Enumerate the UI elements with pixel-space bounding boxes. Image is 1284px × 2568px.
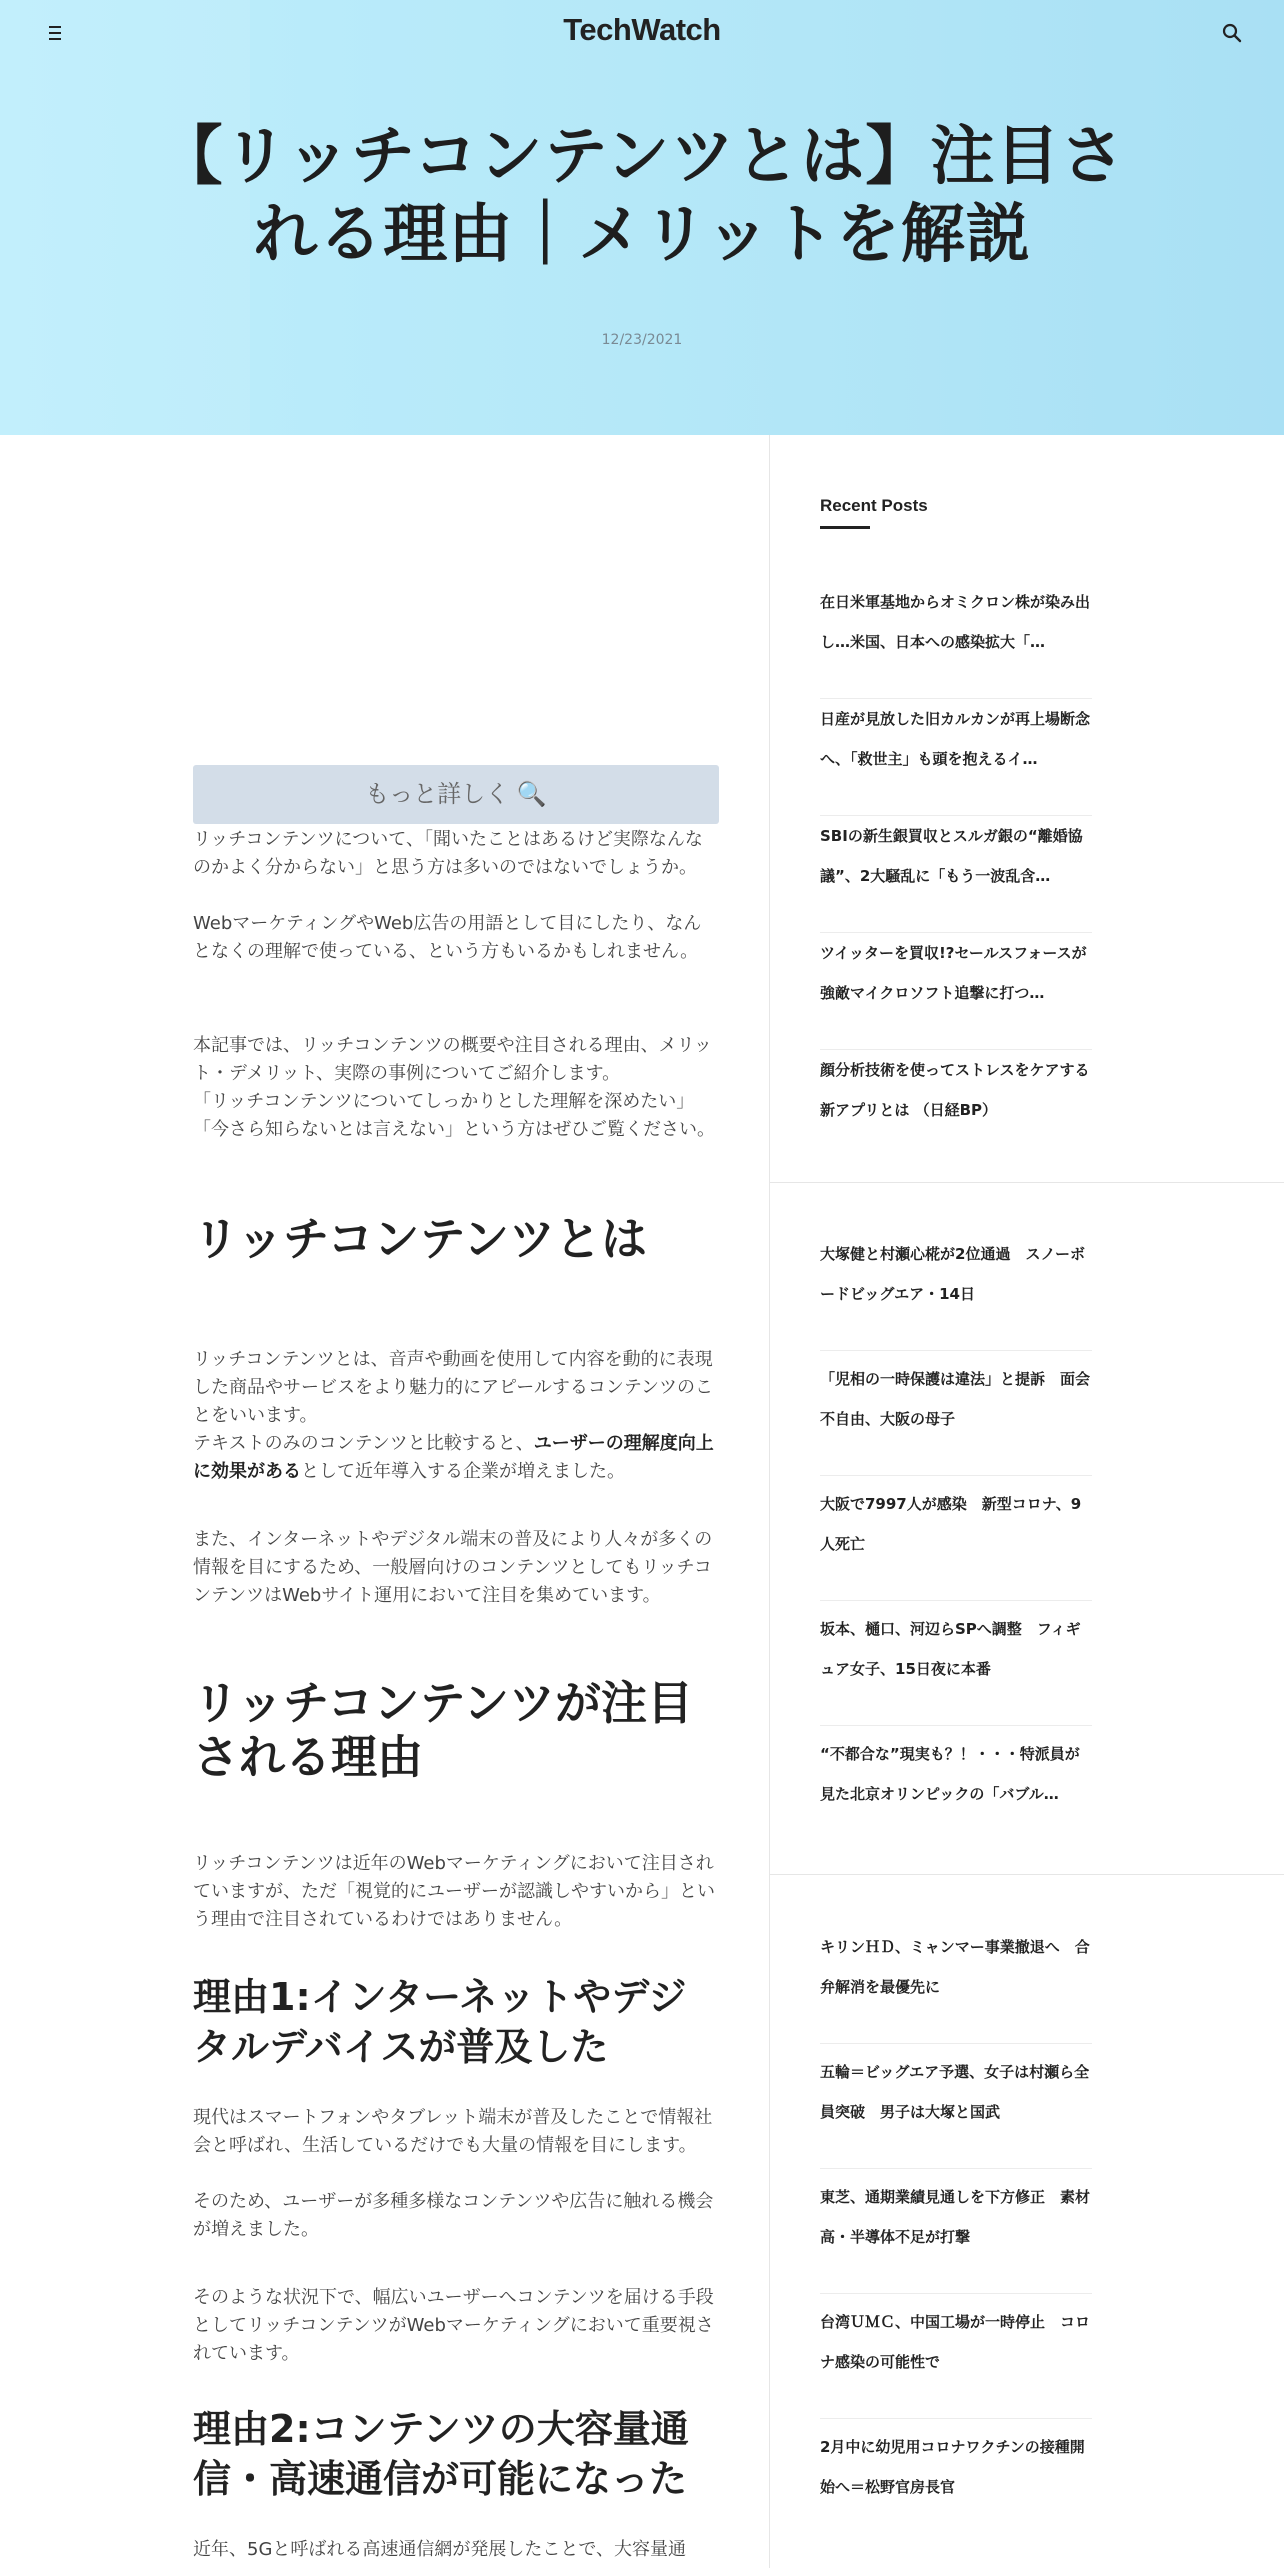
article-paragraph: 現代はスマートフォンやタブレット端末が普及したことで情報社会と呼ばれ、生活しているだけでも大量の情報を目にします。 bbox=[193, 2107, 713, 2156]
bold-text: ユーザーの理解度向上に効果がある bbox=[193, 1433, 714, 1482]
article-paragraph: WebマーケティングやWeb広告の用語として目にしたり、なんとなくの理解で使っている、という方もいるかもしれません。 bbox=[193, 913, 702, 962]
recent-post-link[interactable] bbox=[820, 699, 1092, 816]
article-paragraph: リッチコンテンツは近年のWebマーケティングにおいて注目されていますが、ただ「視覚的にユーザーが認識しやすいから」という理由で注目されているわけではありません。 bbox=[193, 1853, 715, 1930]
more-details-button[interactable]: もっと詳しく 🔍 bbox=[193, 765, 719, 824]
recent-post-link[interactable] bbox=[820, 1609, 1092, 1726]
post-title: 【リッチコンテンツとは】注目される理由｜メリットを解説 bbox=[158, 120, 1126, 272]
search-icon[interactable] bbox=[1219, 20, 1245, 46]
section-heading: リッチコンテンツとは bbox=[193, 1212, 648, 1266]
recent-post-title[interactable]: 2月中に幼児用コロナワクチンの接種開始へ＝松野官房長官 bbox=[820, 2438, 1085, 2496]
text-fragment: テキストのみのコンテンツと比較すると、 bbox=[193, 1433, 534, 1454]
subsection-heading: 理由1:インターネットやデジタルデバイスが普及した bbox=[193, 1975, 687, 2069]
recent-post-title[interactable]: 在日米軍基地からオミクロン株が染み出し…米国、日本への感染拡大「… bbox=[820, 593, 1091, 651]
recent-post-title[interactable]: 五輪＝ビッグエア予選、女子は村瀬ら全員突破 男子は大塚と国武 bbox=[820, 2063, 1090, 2121]
recent-post-title[interactable]: SBIの新生銀買収とスルガ銀の“離婚協議”、2大騒乱に「もう一波乱含… bbox=[820, 827, 1083, 885]
recent-post-title[interactable]: ツイッターを買収!?セールスフォースが強敵マイクロソフト追撃に打つ… bbox=[820, 944, 1087, 1002]
recent-post-title[interactable]: 台湾ＵＭＣ、中国工場が一時停止 コロナ感染の可能性で bbox=[820, 2313, 1091, 2371]
recent-post-link[interactable] bbox=[820, 1734, 1092, 1851]
recent-posts-heading: Recent Posts bbox=[820, 496, 928, 515]
article-paragraph: 「リッチコンテンツについてしっかりとした理解を深めたい」「今さら知らないとは言えない」という方はぜひご覧ください。 bbox=[193, 1091, 715, 1140]
sidebar-section-divider bbox=[769, 1874, 1284, 1875]
sidebar-section-divider bbox=[769, 1182, 1284, 1183]
article-paragraph: 本記事では、リッチコンテンツの概要や注目される理由、メリット・デメリット、実際の事例についてご紹介します。 bbox=[193, 1035, 712, 1084]
recent-post-link[interactable] bbox=[820, 816, 1092, 933]
subsection-heading: 理由2:コンテンツの大容量通信・高速通信が可能になった bbox=[193, 2407, 689, 2501]
site-title[interactable]: TechWatch bbox=[563, 12, 721, 47]
article-paragraph: リッチコンテンツについて、「聞いたことはあるけど実際なんなのかよく分からない」と思う方は多いのではないでしょうか。 bbox=[193, 829, 703, 878]
recent-post-link[interactable] bbox=[820, 1359, 1092, 1476]
recent-post-title[interactable]: キリンＨＤ、ミャンマー事業撤退へ 合弁解消を最優先に bbox=[820, 1938, 1090, 1996]
recent-post-link[interactable] bbox=[820, 2052, 1092, 2169]
article-paragraph: 近年、5Gと呼ばれる高速通信網が発展したことで、大容量通 bbox=[193, 2539, 687, 2560]
recent-post-link[interactable] bbox=[820, 582, 1092, 699]
recent-post-title[interactable]: 坂本、樋口、河辺らSPへ調整 フィギュア女子、15日夜に本番 bbox=[820, 1620, 1081, 1678]
article-paragraph: また、インターネットやデジタル端末の普及により人々が多くの情報を目にするため、一般層向けのコンテンツとしてもリッチコンテンツはWebサイト運用において注目を集めています。 bbox=[193, 1529, 713, 1606]
recent-post-title[interactable]: 東芝、通期業績見通しを下方修正 素材高・半導体不足が打撃 bbox=[820, 2188, 1091, 2246]
article-paragraph: そのような状況下で、幅広いユーザーへコンテンツを届ける手段としてリッチコンテンツがWebマーケティングにおいて重要視されています。 bbox=[193, 2287, 714, 2364]
recent-post-link[interactable] bbox=[820, 2427, 1092, 2544]
text-fragment: として近年導入する企業が増えました。 bbox=[301, 1461, 625, 1482]
article-paragraph: リッチコンテンツとは、音声や動画を使用して内容を動的に表現した商品やサービスをより魅力的にアピールするコンテンツのことをいいます。 bbox=[193, 1349, 714, 1426]
article-paragraph bbox=[193, 1430, 718, 1486]
recent-post-link[interactable] bbox=[820, 1234, 1092, 1351]
recent-post-title[interactable]: 大塚健と村瀬心椛が2位通過 スノーボードビッグエア・14日 bbox=[820, 1245, 1085, 1303]
recent-post-title[interactable]: 「児相の一時保護は違法」と提訴 面会不自由、大阪の母子 bbox=[820, 1370, 1091, 1428]
recent-post-title[interactable]: “不都合な”現実も？！・・・特派員が見た北京オリンピックの「バブル… bbox=[820, 1745, 1080, 1803]
hero-header bbox=[0, 0, 1284, 435]
article-paragraph: そのため、ユーザーが多種多様なコンテンツや広告に触れる機会が増えました。 bbox=[193, 2191, 714, 2240]
recent-post-link[interactable] bbox=[820, 1484, 1092, 1601]
recent-post-link[interactable] bbox=[820, 933, 1092, 1050]
recent-post-link[interactable] bbox=[820, 2302, 1092, 2419]
heading-underline bbox=[820, 526, 870, 529]
recent-post-link[interactable] bbox=[820, 1927, 1092, 2044]
sidebar-divider bbox=[769, 435, 770, 2568]
post-date: 12/23/2021 bbox=[601, 332, 683, 348]
section-heading: リッチコンテンツが注目される理由 bbox=[193, 1676, 694, 1784]
recent-post-link[interactable] bbox=[820, 1050, 1092, 1167]
recent-post-title[interactable]: 大阪で7997人が感染 新型コロナ、9人死亡 bbox=[820, 1495, 1082, 1553]
recent-post-title[interactable]: 顔分析技術を使ってストレスをケアする新アプリとは （日経BP） bbox=[820, 1061, 1090, 1119]
recent-post-title[interactable]: 日産が見放した旧カルカンが再上場断念へ、「救世主」も頭を抱えるイ… bbox=[820, 710, 1091, 768]
recent-post-link[interactable] bbox=[820, 2177, 1092, 2294]
